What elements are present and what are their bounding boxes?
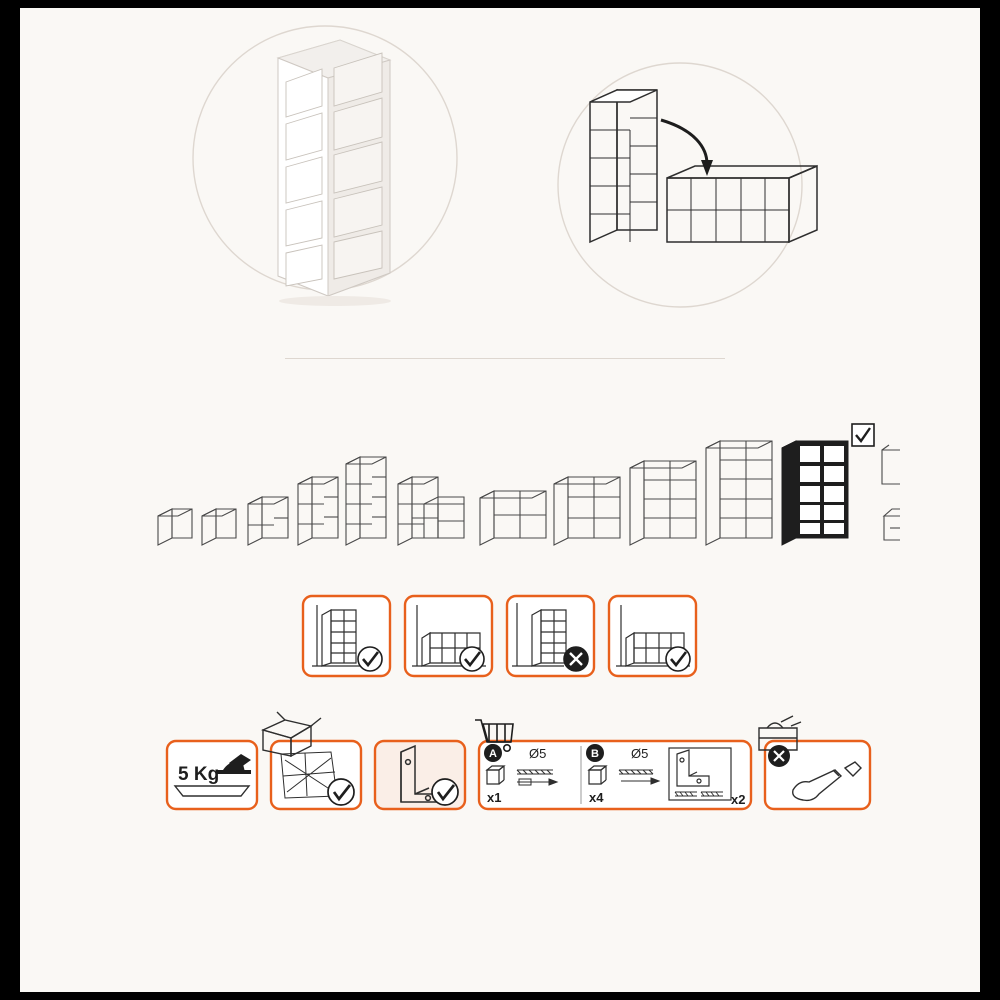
max-load-value: 5 Kg: [178, 764, 220, 785]
vertical-unit-outline: [590, 90, 657, 242]
cross-badge: [564, 647, 588, 671]
variant-v6: [398, 477, 464, 545]
hardware-item-A-qty: x1: [487, 790, 502, 805]
check-badge: [460, 647, 484, 671]
variant-v10: [706, 441, 772, 545]
variant-v5: [346, 457, 386, 545]
check-badge: [328, 779, 354, 805]
placement-card-horizontal-free-standing[interactable]: [609, 596, 696, 676]
bracket-card: [375, 741, 465, 809]
cross-badge: [768, 745, 790, 767]
hardware-item-B-key: B: [591, 748, 599, 760]
variant-v3: [248, 497, 288, 545]
variant-v9: [630, 461, 696, 545]
variant-v8: [554, 477, 620, 545]
variant-v4: [298, 477, 338, 545]
check-badge: [666, 647, 690, 671]
rotate-arrow: [661, 120, 707, 164]
placement-card-vertical-against-wall[interactable]: [303, 596, 390, 676]
unpack-card: [263, 712, 361, 809]
check-badge: [358, 647, 382, 671]
hero-left-circle: [190, 18, 460, 308]
variant-v1: [158, 509, 192, 545]
variant-v2: [202, 509, 236, 545]
hardware-card: [475, 720, 751, 809]
variant-strip: [140, 408, 900, 568]
hardware-extra-qty: x2: [731, 792, 746, 807]
placement-card-row: [300, 593, 720, 683]
check-badge: [432, 779, 458, 805]
tools-card: [759, 716, 870, 809]
hardware-item-B-diameter: Ø5: [631, 746, 649, 761]
accessory-drawer-insert: [884, 509, 900, 540]
hardware-item-A-key: A: [489, 748, 497, 760]
bottom-row: [145, 708, 905, 843]
instruction-sheet: [20, 8, 980, 992]
hardware-item-A-diameter: Ø5: [529, 746, 547, 761]
variant-v11-selected: [782, 441, 848, 545]
max-load-card: [167, 741, 257, 809]
hero-right-circle: [535, 60, 825, 310]
vertical-shelf-photo: [278, 40, 391, 306]
variant-v7: [480, 491, 546, 545]
section-divider: [285, 358, 725, 359]
hardware-item-B-qty: x4: [589, 790, 604, 805]
placement-card-vertical-free-standing[interactable]: [507, 596, 594, 676]
check-badge: [852, 424, 874, 446]
rotate-arrow-head: [701, 160, 713, 176]
placement-card-horizontal-against-wall[interactable]: [405, 596, 492, 676]
horizontal-unit-outline: [667, 166, 817, 242]
accessory-door-insert: [882, 445, 900, 484]
